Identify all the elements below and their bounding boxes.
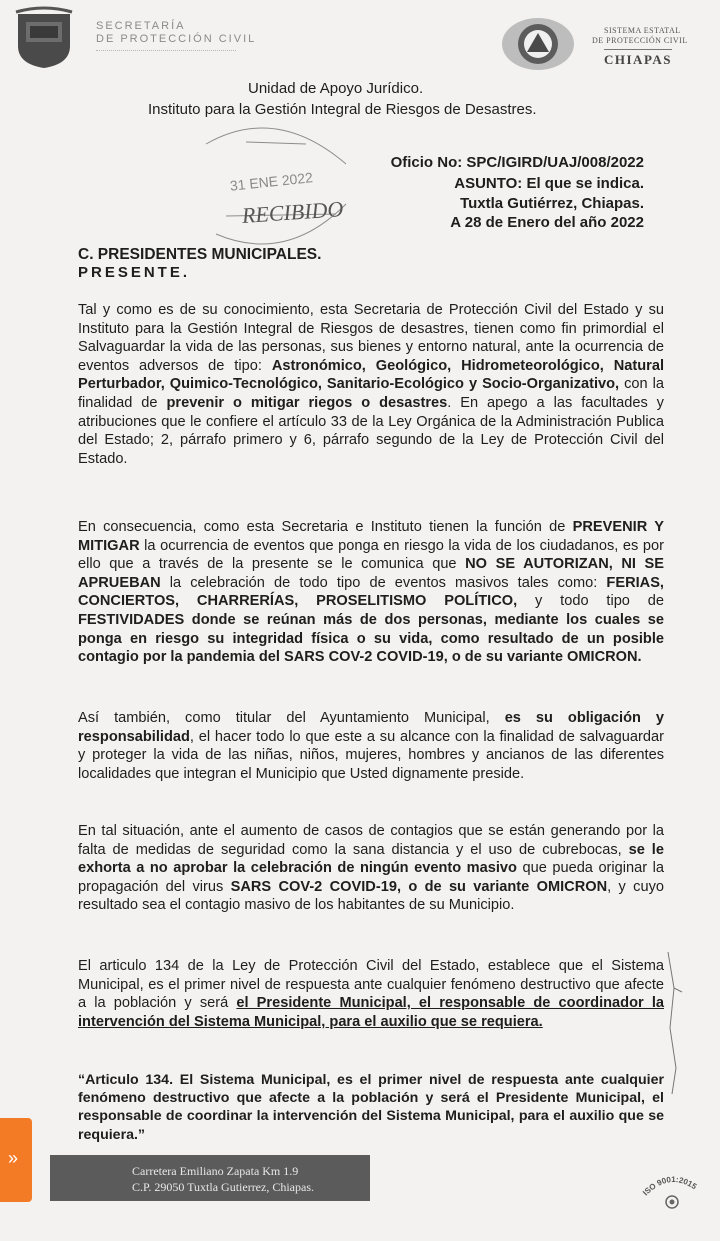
oficio-number: Oficio No: SPC/IGIRD/UAJ/008/2022: [390, 154, 644, 171]
paragraph-3: [78, 709, 664, 783]
secretaria-header: [12, 6, 312, 70]
p1-text-c: con la finalidad de: [78, 376, 664, 411]
article-134-quote: “Articulo 134. El Sistema Municipal, es el primer nivel de respuesta ante cualquier fenómeno destructivo que afecte a la población y será el Presidente Municipal, el responsable de coordinar la intervención del Sistema Municipal, para el auxilio que se requiera.”: [78, 1072, 664, 1143]
p1-text-e: . En apego a las facultades y atribuciones que le confiere el artículo 33 de la Ley Orgánica de la Administración Publica del Estado; 2, párrafo primero y 6, párrafo segundo de la Ley de Protección Civil del Estado.: [78, 394, 664, 467]
p3-obligation: es su obligación y responsabilidad: [78, 710, 664, 745]
header-underline: [96, 50, 236, 54]
p5-text-a: El articulo 134 de la Ley de Protección Civil del Estado, establece que el Sistema Municipal, es el primer nivel de respuesta ante cualquier fenómeno destructivo que afecte a la población y será: [78, 958, 664, 1012]
institute-heading: Instituto para la Gestión Integral de Riesgos de Desastres.: [148, 101, 537, 118]
addressee: C. PRESIDENTES MUNICIPALES.: [78, 246, 322, 263]
svg-text:ISO 9001:2015: [641, 1175, 699, 1197]
received-stamp: [186, 114, 361, 254]
paragraph-2: [78, 518, 664, 667]
sistema-estatal-label: SISTEMA ESTATAL: [604, 26, 681, 35]
p2-text-c: la ocurrencia de eventos que ponga en riesgo la vida de los ciudadanos, es por ello que a través de la presente se le comunica que: [78, 537, 664, 573]
p2-text-e: la celebración de todo tipo de eventos masivos tales como:: [160, 574, 607, 591]
iso-certification-seal: [640, 1166, 706, 1210]
p3-text-a: Así también, como titular del Ayuntamiento Municipal,: [78, 710, 505, 726]
date-line: A 28 de Enero del año 2022: [450, 214, 644, 231]
paragraph-1: [78, 301, 664, 468]
sistema-estatal-header: [500, 16, 712, 72]
footer-address-line-1: Carretera Emiliano Zapata Km 1.9: [132, 1164, 299, 1178]
paragraph-4: [78, 822, 664, 915]
chiapas-label: CHIAPAS: [604, 49, 672, 68]
p4-text-a: En tal situación, ante el aumento de casos de contagios que se están generando por la falta de medidas de seguridad como la sana distancia y el uso de cubrebocas,: [78, 823, 664, 858]
paragraph-5: [78, 957, 664, 1031]
p2-text-a: En consecuencia, como esta Secretaria e Instituto tienen la función de: [78, 519, 573, 535]
asunto-line: ASUNTO: El que se indica.: [454, 175, 644, 192]
p5-president-responsible: el Presidente Municipal, el responsable de coordinador la intervención del Sistema Municipal, para el auxilio que se requiera.: [78, 995, 664, 1030]
stamp-date: 31 ENE 2022: [229, 169, 314, 194]
p3-text-c: , el hacer todo lo que este a su alcance con la finalidad de salvaguardar y proteger la vida de las niñas, niños, mujeres, hombres y ancianos de las diferentes localidades que integran el Municipio que Usted dignamente preside.: [78, 728, 664, 782]
footer-address-line-2: C.P. 29050 Tuxtla Gutierrez, Chiapas.: [132, 1180, 314, 1194]
p2-not-authorized: NO SE AUTORIZAN, NI SE APRUEBAN: [78, 556, 664, 591]
p4-text-e: , y cuyo resultado sea el contagio masivo de los habitantes de su Municipio.: [78, 878, 665, 914]
unit-heading: Unidad de Apoyo Jurídico.: [248, 80, 424, 97]
secretaria-title: SECRETARÍA: [96, 20, 186, 32]
proteccion-civil-title: DE PROTECCIÓN CIVIL: [96, 33, 257, 45]
p4-exhort: se le exhorta a no aprobar la celebración de ningún evento masivo: [78, 841, 664, 877]
p1-prevent: prevenir o mitigar riegos o desastres: [166, 394, 448, 411]
iso-label: ISO 9001:2015: [641, 1174, 699, 1198]
location-line: Tuxtla Gutiérrez, Chiapas.: [460, 195, 644, 212]
p1-text-a: Tal y como es de su conocimiento, esta Secretaria de Protección Civil del Estado y su Instituto para la Gestión Integral de Riesgos de desastres, tienen como fin primordial el Salvaguardar la vida de las personas, sus bienes y entorno natural, ante la ocurrencia de eventos adversos de tipo:: [78, 302, 664, 374]
p2-event-list: FERIAS, CONCIERTOS, CHARRERÍAS, PROSELITISMO POLÍTICO,: [78, 574, 664, 610]
presente-label: PRESENTE.: [78, 264, 191, 281]
proteccion-civil-logo: [500, 16, 576, 72]
p4-virus: SARS COV-2 COVID-19, o de su variante OMICRON: [230, 878, 608, 895]
state-shield-logo: [12, 6, 76, 70]
sistema-proteccion-label: DE PROTECCIÓN CIVIL: [592, 36, 688, 45]
p2-text-g: y todo tipo de: [517, 593, 664, 610]
p1-event-types: Astronómico, Geológico, Hidrometeorológico, Natural Perturbador, Quimico-Tecnológico, Sanitario-Ecológico y Socio-Organizativo,: [78, 357, 664, 393]
p2-prevent-mitigate: PREVENIR Y MITIGAR: [78, 519, 664, 554]
double-chevron-right-icon: »: [8, 1148, 19, 1168]
side-expand-tab[interactable]: [0, 1118, 32, 1202]
stamp-word: RECIBIDO: [241, 196, 345, 229]
p4-text-c: que pueda originar la propagación del virus: [78, 860, 664, 895]
p2-festivities: FESTIVIDADES donde se reúnan más de dos personas, mediante los cuales se ponga en riesgo su integridad física o su vida, como resultado de un posible contagio por la pandemia del SARS COV-2 COVID-19, o de su variante OMICRON.: [78, 611, 664, 666]
margin-scribble: [660, 948, 720, 1098]
